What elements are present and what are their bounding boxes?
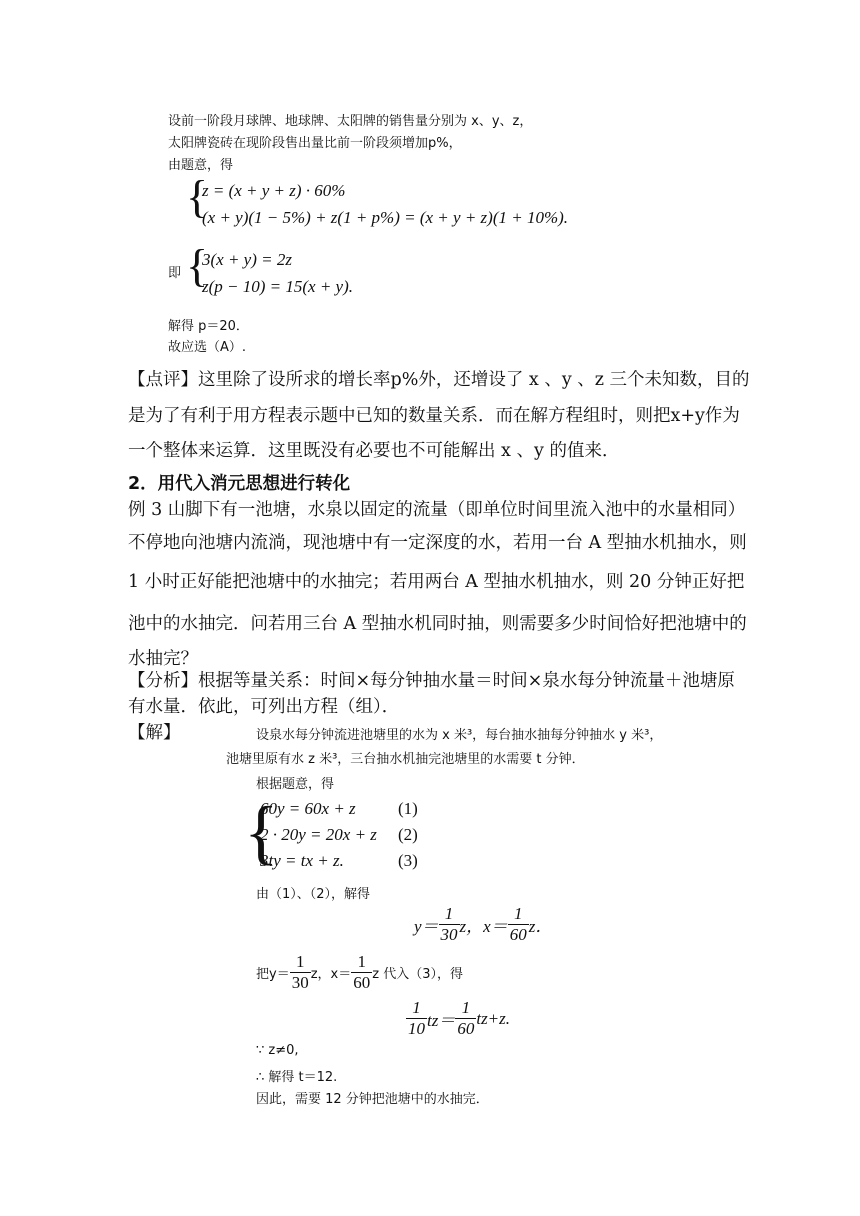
numerator: 1 [439, 904, 460, 925]
fraction-1-30 [439, 904, 460, 945]
equation-3: 3ty = tx + z. [260, 851, 344, 870]
conclusion-line: 因此，需要 12 分钟把池塘中的水抽完． [256, 1092, 489, 1107]
therefore-line: ∴ 解得 t＝12. [256, 1070, 338, 1085]
solution2-line1: 设泉水每分钟流进池塘里的水为 x 米³，每台抽水抽每分钟抽水 y 米³， [256, 728, 663, 743]
fraction-1-30 [290, 952, 311, 993]
equation-brace: { [244, 792, 279, 872]
ji-label: 即 [168, 266, 182, 281]
result-y: y＝ [414, 917, 439, 936]
solution2-line3: 根据题意，得 [256, 777, 335, 792]
denominator: 30 [440, 925, 458, 944]
denominator: 60 [353, 973, 371, 992]
result-z: z． [528, 917, 553, 936]
solution2-line4: 由（1）、（2），解得 [256, 887, 371, 902]
substitution-middle: z，x＝ [310, 967, 352, 982]
equation-1: z = (x + y + z) · 60% [202, 181, 346, 200]
because-line: ∵ z≠0, [256, 1043, 299, 1058]
section-heading: 2．用代入消元思想进行转化 [128, 474, 351, 494]
fraction-1-10 [406, 998, 427, 1039]
equation-5 [406, 998, 510, 1039]
equation-3: 3(x + y) = 2z [202, 250, 292, 269]
numerator: 1 [508, 904, 529, 925]
solution1-result: 解得 p＝20． [168, 319, 249, 334]
example3-line3: 1 小时正好能把池塘中的水抽完；若用两台 A 型抽水机抽水，则 20 分钟正好把 [128, 572, 745, 592]
solution1-line2: 太阳牌瓷砖在现阶段售出量比前一阶段须增加p%， [168, 136, 462, 151]
equation-3-number: (3) [398, 851, 418, 870]
fraction-1-60 [455, 998, 476, 1039]
solution1-line3: 由题意，得 [168, 158, 234, 173]
numerator: 1 [290, 952, 311, 973]
denominator: 60 [509, 925, 527, 944]
equation-brace: { [186, 240, 209, 291]
equation-1: 60y = 60x + z [260, 799, 356, 818]
numerator: 1 [351, 952, 372, 973]
solution1-line1: 设前一阶段月球牌、地球牌、太阳牌的销售量分别为 x、y、z， [168, 114, 533, 129]
fraction-1-60 [508, 904, 529, 945]
equation-brace: { [186, 171, 209, 222]
result-x: z，x＝ [459, 917, 508, 936]
equation-5-end: tz+z. [476, 1008, 511, 1028]
example3-line1: 例 3 山脚下有一池塘，水泉以固定的流量（即单位时间里流入池中的水量相同） [128, 500, 746, 520]
analysis-line2: 有水量．依此，可列出方程（组）． [128, 697, 400, 717]
analysis-line1: 【分析】根据等量关系：时间×每分钟抽水量＝时间×泉水每分钟流量＋池塘原 [128, 671, 735, 691]
comment-line2: 是为了有利于用方程表示题中已知的数量关系．而在解方程组时，则把x+y作为 [128, 406, 740, 426]
denominator: 30 [291, 973, 309, 992]
substitution-line [256, 952, 463, 993]
solution-label: 【解】 [128, 723, 181, 743]
equation-1-number: (1) [398, 799, 418, 818]
substitution-prefix: 把y＝ [256, 967, 290, 982]
comment-line1: 【点评】这里除了设所求的增长率p%外，还增设了 x 、y 、z 三个未知数，目的 [128, 370, 750, 390]
example3-line5: 水抽完？ [128, 649, 198, 669]
example3-line2: 不停地向池塘内流淌，现池塘中有一定深度的水，若用一台 A 型抽水机抽水，则 [128, 533, 747, 553]
solution2-line2: 池塘里原有水 z 米³，三台抽水机抽完池塘里的水需要 t 分钟． [226, 752, 585, 767]
numerator: 1 [406, 998, 427, 1019]
equation-4: z(p − 10) = 15(x + y). [202, 277, 354, 296]
fraction-1-60 [351, 952, 372, 993]
equation-2-number: (2) [398, 825, 418, 844]
substitution-suffix: z 代入（3），得 [372, 967, 463, 982]
equation-2: 2 · 20y = 20x + z [260, 825, 377, 844]
example3-line4: 池中的水抽完．问若用三台 A 型抽水机同时抽，则需要多少时间恰好把池塘中的 [128, 614, 747, 634]
solution1-answer: 故应选（A）. [168, 340, 247, 355]
result-equation [414, 904, 552, 945]
comment-line3: 一个整体来运算．这里既没有必要也不可能解出 x 、y 的值来． [128, 441, 620, 461]
equation-2: (x + y)(1 − 5%) + z(1 + p%) = (x + y + z)(1 + 10%). [202, 208, 569, 227]
equation-5-middle: tz＝ [427, 1011, 456, 1030]
numerator: 1 [455, 998, 476, 1019]
denominator: 10 [408, 1019, 425, 1038]
denominator: 60 [457, 1019, 475, 1038]
